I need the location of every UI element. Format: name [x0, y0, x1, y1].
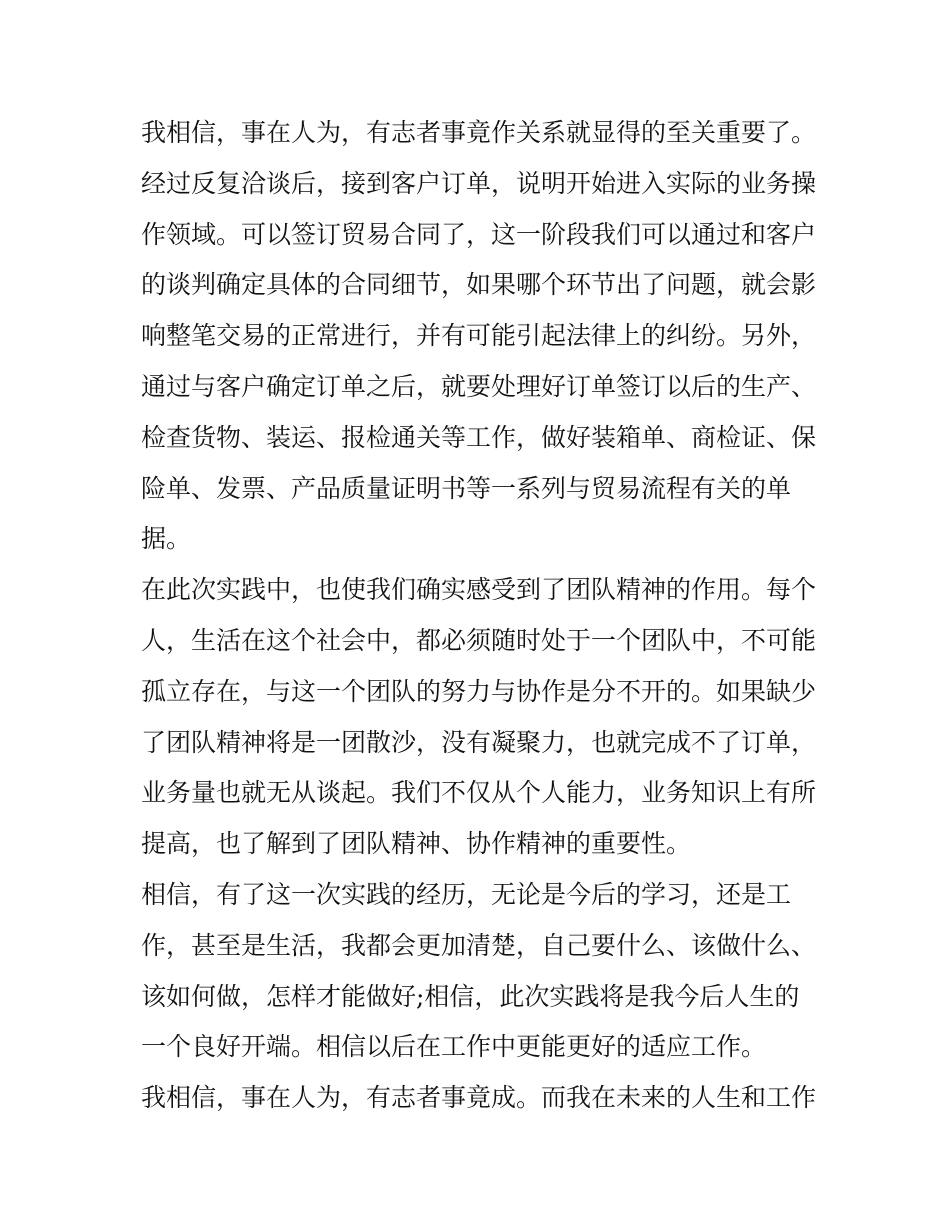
text-line: 该如何做，怎样才能做好;相信，此次实践将是我今后人生的 [141, 981, 800, 1011]
text-line: 我相信，事在人为，有志者事竟成。而我在未来的人生和工作 [141, 1083, 817, 1113]
document-body [141, 108, 816, 1124]
text-line: 我相信，事在人为，有志者事竟作关系就显得的至关重要了。 [141, 118, 817, 147]
text-line: 人，生活在这个社会中，都必须随时处于一个团队中，不可能 [141, 625, 817, 655]
text-line: 经过反复洽谈后，接到客户订单，说明开始进入实际的业务操 [141, 168, 817, 198]
text-line: 通过与客户确定订单之后，就要处理好订单签订以后的生产、 [141, 371, 817, 401]
text-line: 在此次实践中，也使我们确实感受到了团队精神的作用。每个 [141, 575, 817, 605]
text-line: 检查货物、装运、报检通关等工作，做好装箱单、商检证、保 [141, 422, 817, 452]
text-line: 险单、发票、产品质量证明书等一系列与贸易流程有关的单 [141, 473, 792, 503]
text-line: 响整笔交易的正常进行，并有可能引起法律上的纠纷。另外， [141, 321, 817, 351]
text-line: 业务量也就无从谈起。我们不仅从个人能力，业务知识上有所 [141, 778, 817, 808]
text-line: 孤立存在，与这一个团队的努力与协作是分不开的。如果缺少 [141, 676, 817, 706]
text-line: 提高，也了解到了团队精神、协作精神的重要性。 [141, 829, 692, 859]
text-line: 相信，有了这一次实践的经历，无论是今后的学习，还是工 [141, 879, 792, 909]
text-line: 作，甚至是生活，我都会更加清楚，自己要什么、该做什么、 [141, 930, 817, 960]
text-line: 一个良好开端。相信以后在工作中更能更好的适应工作。 [141, 1032, 767, 1062]
text-line: 的谈判确定具体的合同细节，如果哪个环节出了问题，就会影 [141, 270, 817, 300]
text-line: 作领域。可以签订贸易合同了，这一阶段我们可以通过和客户 [141, 219, 817, 249]
text-line: 了团队精神将是一团散沙，没有凝聚力，也就完成不了订单， [141, 727, 817, 757]
text-line: 据。 [141, 524, 192, 554]
